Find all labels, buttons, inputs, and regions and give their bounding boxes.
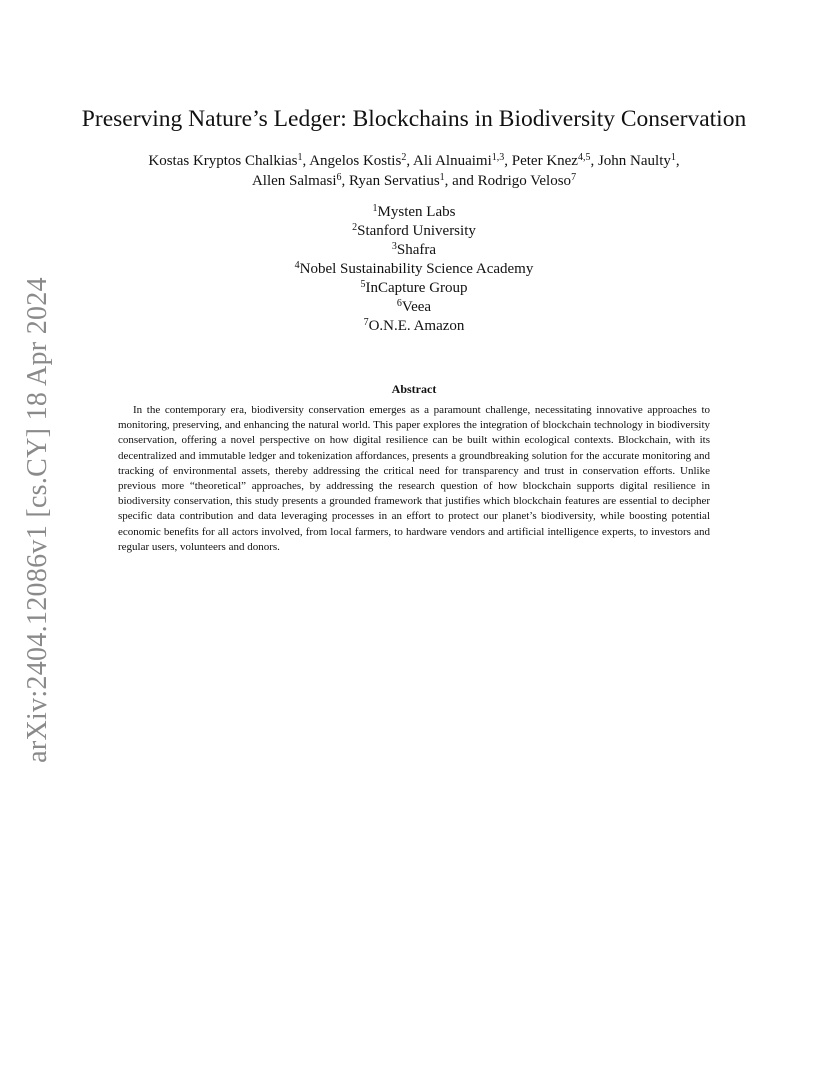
- author-affiliation-marker: 6: [336, 171, 342, 183]
- author-name: [148, 153, 302, 169]
- author-separator: , and: [444, 172, 478, 189]
- author-name-text: Kostas Kryptos Chalkias: [148, 153, 298, 169]
- author-separator: ,: [302, 153, 310, 169]
- author-name: [413, 153, 504, 169]
- affiliation-item: [0, 279, 828, 298]
- paper-title: Preserving Nature’s Ledger: Blockchains in Biodiversity Conservation: [81, 106, 747, 132]
- author-affiliation-marker: 1: [297, 152, 303, 163]
- affiliation-item: [0, 260, 828, 279]
- author-separator: ,: [406, 153, 413, 169]
- author-name: [309, 153, 406, 169]
- affiliation-marker: 6: [396, 298, 402, 309]
- author-affiliation-marker: 1,3: [491, 152, 505, 163]
- affiliation-marker: 7: [363, 317, 369, 328]
- author-affiliation-marker: 4,5: [577, 152, 591, 163]
- affiliation-item: [0, 317, 828, 336]
- affiliation-name: Nobel Sustainability Science Academy: [299, 261, 534, 277]
- affiliation-name: Mysten Labs: [377, 204, 456, 220]
- abstract-heading: Abstract: [391, 382, 437, 396]
- author-name: [598, 153, 676, 169]
- author-name: [349, 173, 445, 189]
- author-name: [512, 153, 591, 169]
- author-affiliation-marker: 2: [401, 152, 407, 163]
- affiliation-name: Stanford University: [357, 223, 476, 239]
- author-affiliation-marker: 1: [670, 152, 676, 163]
- affiliation-marker: 3: [391, 241, 397, 252]
- affiliation-name: O.N.E. Amazon: [368, 318, 465, 334]
- author-name-text: Ali Alnuaimi: [413, 153, 492, 169]
- affiliation-name: Shafra: [396, 242, 437, 258]
- abstract-text: In the contemporary era, biodiversity conservation emerges as a paramount challenge, necessitating innovative approaches to monitoring, preserving, and enhancing the natural world. This paper explores the integration of blockchain technology in biodiversity conservation, offering a novel perspective on how digital resilience can be built within ecological contexts. Blockchain, with its decentralized and immutable ledger and tokenization affordances, presents a groundbreaking solution for the accurate monitoring and tracking of environmental assets, thereby addressing the critical need for transparency and trust in conservation efforts. Unlike previous more “theoretical” approaches, by addressing the research question of how blockchain supports digital resilience in biodiversity conservation, this study presents a grounded framework that justifies which blockchain features are essential to decipher specific data contribution and data leveraging processes in an effort to protect our planet’s biodiversity, while boosting potential economic benefits for all actors involved, from local farmers, to hardware vendors and artificial intelligence experts, to investors and regular users, volunteers and donors.: [118, 404, 710, 553]
- affiliation-marker: 2: [352, 222, 358, 233]
- affiliation-marker: 1: [372, 203, 378, 214]
- author-name-text: Peter Knez: [511, 153, 578, 169]
- affiliation-name: InCapture Group: [365, 280, 468, 296]
- author-separator: ,: [341, 172, 350, 189]
- affiliation-name: Veea: [401, 299, 432, 315]
- affiliation-marker: 5: [360, 279, 366, 290]
- author-name: [252, 173, 342, 189]
- author-name-text: Allen Salmasi: [251, 172, 337, 189]
- affiliation-list: [0, 203, 828, 336]
- author-separator: ,: [675, 153, 680, 169]
- author-list: [70, 152, 758, 191]
- author-separator: ,: [590, 153, 598, 169]
- arxiv-identifier-text: arXiv:2404.12086v1 [cs.CY] 18 Apr 2024: [22, 277, 53, 763]
- author-separator: ,: [504, 153, 512, 169]
- author-name-text: Angelos Kostis: [309, 153, 402, 169]
- affiliation-item: [0, 203, 828, 222]
- author-name-text: Rodrigo Veloso: [477, 172, 572, 189]
- author-name: [478, 173, 576, 189]
- author-name-text: Ryan Servatius: [349, 172, 440, 189]
- affiliation-item: [0, 241, 828, 260]
- author-affiliation-marker: 7: [571, 171, 577, 183]
- affiliation-item: [0, 298, 828, 317]
- affiliation-item: [0, 222, 828, 241]
- affiliation-marker: 4: [294, 260, 300, 271]
- author-name-text: John Naulty: [597, 153, 671, 169]
- author-affiliation-marker: 1: [439, 171, 445, 183]
